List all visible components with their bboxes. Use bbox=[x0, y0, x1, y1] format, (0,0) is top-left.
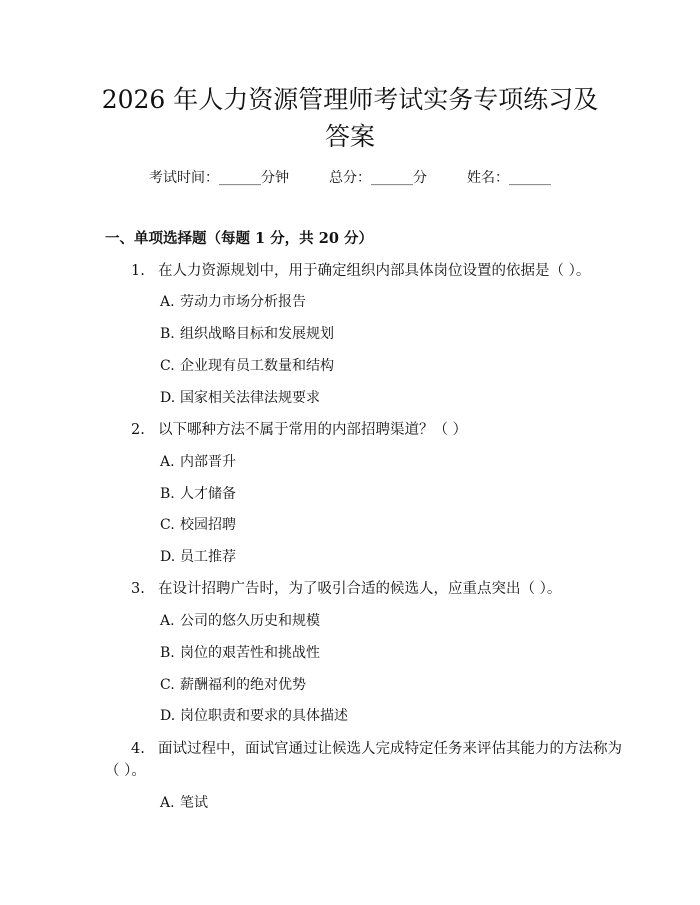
option-text: 内部晋升 bbox=[180, 454, 236, 470]
option-item bbox=[160, 793, 208, 813]
option-text: 国家相关法律法规要求 bbox=[180, 390, 320, 406]
name-label: 姓名：______ bbox=[467, 170, 551, 186]
exam-info-line bbox=[0, 168, 700, 188]
question-text: 在人力资源规划中，用于确定组织内部具体岗位设置的依据是（ ）。 bbox=[158, 263, 591, 279]
question-text: 在设计招聘广告时，为了吸引合适的候选人，应重点突出（ ）。 bbox=[158, 581, 562, 597]
option-letter: A. bbox=[160, 613, 175, 629]
option-text: 劳动力市场分析报告 bbox=[180, 294, 306, 310]
exam-time-label: 考试时间：______分钟 bbox=[149, 170, 289, 186]
question-number: 1. bbox=[131, 263, 145, 279]
option-letter: A. bbox=[160, 795, 175, 811]
option-item bbox=[160, 356, 334, 376]
option-item bbox=[160, 611, 320, 631]
option-letter: C. bbox=[160, 358, 175, 374]
question-number: 4. bbox=[131, 741, 145, 757]
option-letter: D. bbox=[160, 708, 176, 724]
option-letter: A. bbox=[160, 454, 175, 470]
option-item bbox=[160, 484, 236, 504]
question-text-continued: （ ）。 bbox=[105, 763, 146, 779]
option-item bbox=[160, 706, 348, 726]
option-item bbox=[160, 324, 334, 344]
document-title-line-1: 2026 年人力资源管理师考试实务专项练习及 bbox=[101, 85, 599, 114]
option-letter: B. bbox=[160, 486, 175, 502]
option-item bbox=[160, 452, 236, 472]
question-text: 以下哪种方法不属于常用的内部招聘渠道？（ ） bbox=[158, 422, 468, 438]
option-letter: A. bbox=[160, 294, 175, 310]
option-text: 薪酬福利的绝对优势 bbox=[180, 677, 306, 693]
option-letter: C. bbox=[160, 517, 175, 533]
section-heading: 一、单项选择题（每题 1 分，共 20 分） bbox=[105, 230, 373, 247]
option-item bbox=[160, 675, 306, 695]
option-letter: B. bbox=[160, 645, 175, 661]
option-item bbox=[160, 388, 320, 408]
option-text: 组织战略目标和发展规划 bbox=[180, 326, 334, 342]
question-number: 2. bbox=[131, 422, 145, 438]
document-title-line-2: 答案 bbox=[324, 122, 375, 151]
option-letter: B. bbox=[160, 326, 175, 342]
total-score-label: 总分：______分 bbox=[329, 170, 427, 186]
option-text: 员工推荐 bbox=[180, 549, 236, 565]
question-number: 3. bbox=[131, 581, 145, 597]
option-item bbox=[160, 515, 236, 535]
option-item bbox=[160, 643, 320, 663]
option-text: 公司的悠久历史和规模 bbox=[180, 613, 320, 629]
option-letter: C. bbox=[160, 677, 175, 693]
option-text: 岗位职责和要求的具体描述 bbox=[180, 708, 348, 724]
option-text: 企业现有员工数量和结构 bbox=[180, 358, 334, 374]
option-text: 校园招聘 bbox=[180, 517, 236, 533]
option-letter: D. bbox=[160, 549, 176, 565]
question-text: 面试过程中，面试官通过让候选人完成特定任务来评估其能力的方法称为 bbox=[158, 741, 622, 757]
option-text: 人才储备 bbox=[180, 486, 236, 502]
option-text: 笔试 bbox=[180, 795, 208, 811]
option-letter: D. bbox=[160, 390, 176, 406]
option-item bbox=[160, 292, 306, 312]
option-text: 岗位的艰苦性和挑战性 bbox=[180, 645, 320, 661]
option-item bbox=[160, 547, 236, 567]
